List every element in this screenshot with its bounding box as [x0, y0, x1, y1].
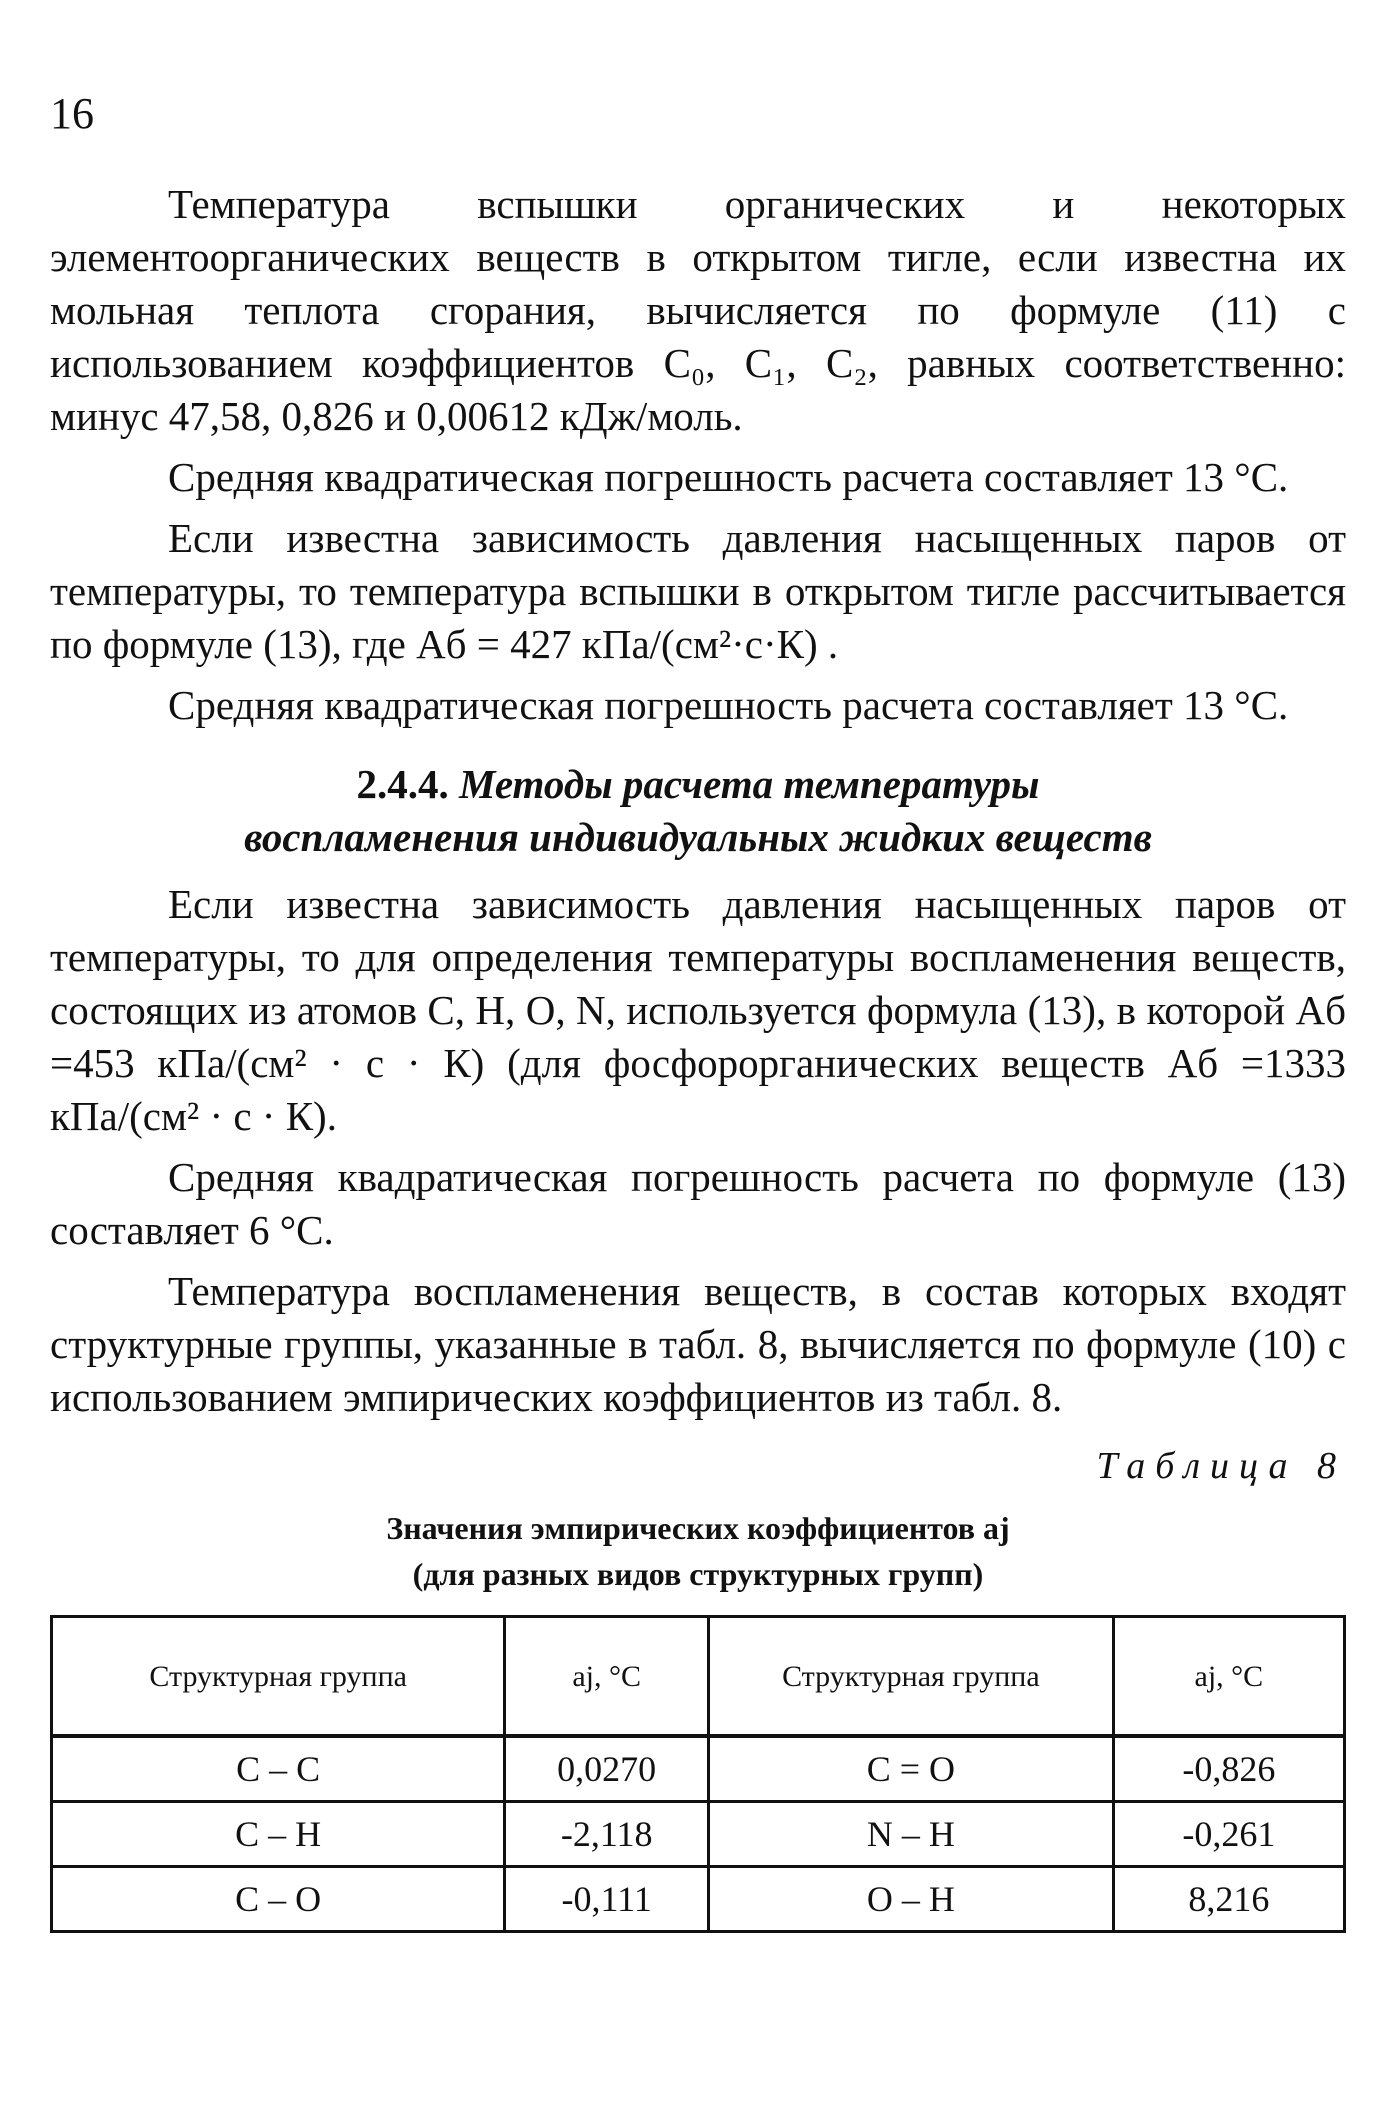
- table-cell: 8,216: [1113, 1867, 1344, 1932]
- table-caption-line2: (для разных видов структурных групп): [412, 1556, 984, 1592]
- column-header: aj, °C: [1113, 1617, 1344, 1737]
- table-cell: -0,261: [1113, 1802, 1344, 1867]
- table-cell: -2,118: [505, 1802, 709, 1867]
- table-cell: 0,0270: [505, 1736, 709, 1802]
- body-text: [50, 178, 1346, 1933]
- table-cell: -0,826: [1113, 1736, 1344, 1802]
- table-cell: C = O: [709, 1736, 1114, 1802]
- column-header: aj, °C: [505, 1617, 709, 1737]
- table-cell: C – O: [52, 1867, 505, 1932]
- section-number: 2.4.4.: [356, 761, 449, 807]
- page-number: 16: [50, 89, 94, 138]
- table-row: [52, 1736, 1345, 1802]
- table-cell: C – C: [52, 1736, 505, 1802]
- section-heading: [50, 758, 1346, 864]
- paragraph: Средняя квадратическая погрешность расчета по формуле (13) составляет 6 °C.: [50, 1154, 1346, 1253]
- table-header-row: [52, 1617, 1345, 1737]
- table-row: [52, 1867, 1345, 1932]
- column-header: Структурная группа: [709, 1617, 1114, 1737]
- section-title-line1: Методы расчета температуры: [459, 761, 1040, 807]
- section-title-line2: воспламенения индивидуальных жидких веществ: [244, 814, 1152, 860]
- paragraph: Если известна зависимость давления насыщенных паров от температуры, то для определения температуры воспламенения веществ, состоящих из атомов C, H, O, N, используется формула (13), в которой Aб =453 кПа/(см² · с · К) (для фосфорорганических веществ Aб =1333 кПа/(см² · с · К).: [50, 881, 1346, 1139]
- table-cell: C – H: [52, 1802, 505, 1867]
- table-row: [52, 1802, 1345, 1867]
- table-cell: -0,111: [505, 1867, 709, 1932]
- table-caption: [50, 1505, 1346, 1597]
- paragraph: Температура вспышки органических и некоторых элементоорганических веществ в открытом тигле, если известна их мольная теплота сгорания, вычисляется по формуле (11) с использованием коэффициентов C₀, C₁, C₂, равных соответственно: минус 47,58, 0,826 и 0,00612 кДж/моль.: [50, 181, 1346, 439]
- table-label: Таблица 8: [1096, 1445, 1346, 1487]
- table-caption-line1: Значения эмпирических коэффициентов aj: [386, 1510, 1010, 1546]
- paragraph: Температура воспламенения веществ, в состав которых входят структурные группы, указанные в табл. 8, вычисляется по формуле (10) с использованием эмпирических коэффициентов из табл. 8.: [50, 1268, 1346, 1420]
- table-cell: N – H: [709, 1802, 1114, 1867]
- paragraph: Средняя квадратическая погрешность расчета составляет 13 °C.: [168, 682, 1289, 728]
- paragraph: Средняя квадратическая погрешность расчета составляет 13 °C.: [168, 454, 1289, 500]
- column-header: Структурная группа: [52, 1617, 505, 1737]
- coefficients-table: [50, 1615, 1346, 1933]
- paragraph: Если известна зависимость давления насыщенных паров от температуры, то температура вспышки в открытом тигле рассчитывается по формуле (13), где Aб = 427 кПа/(см²·с·К) .: [50, 515, 1346, 667]
- table-cell: O – H: [709, 1867, 1114, 1932]
